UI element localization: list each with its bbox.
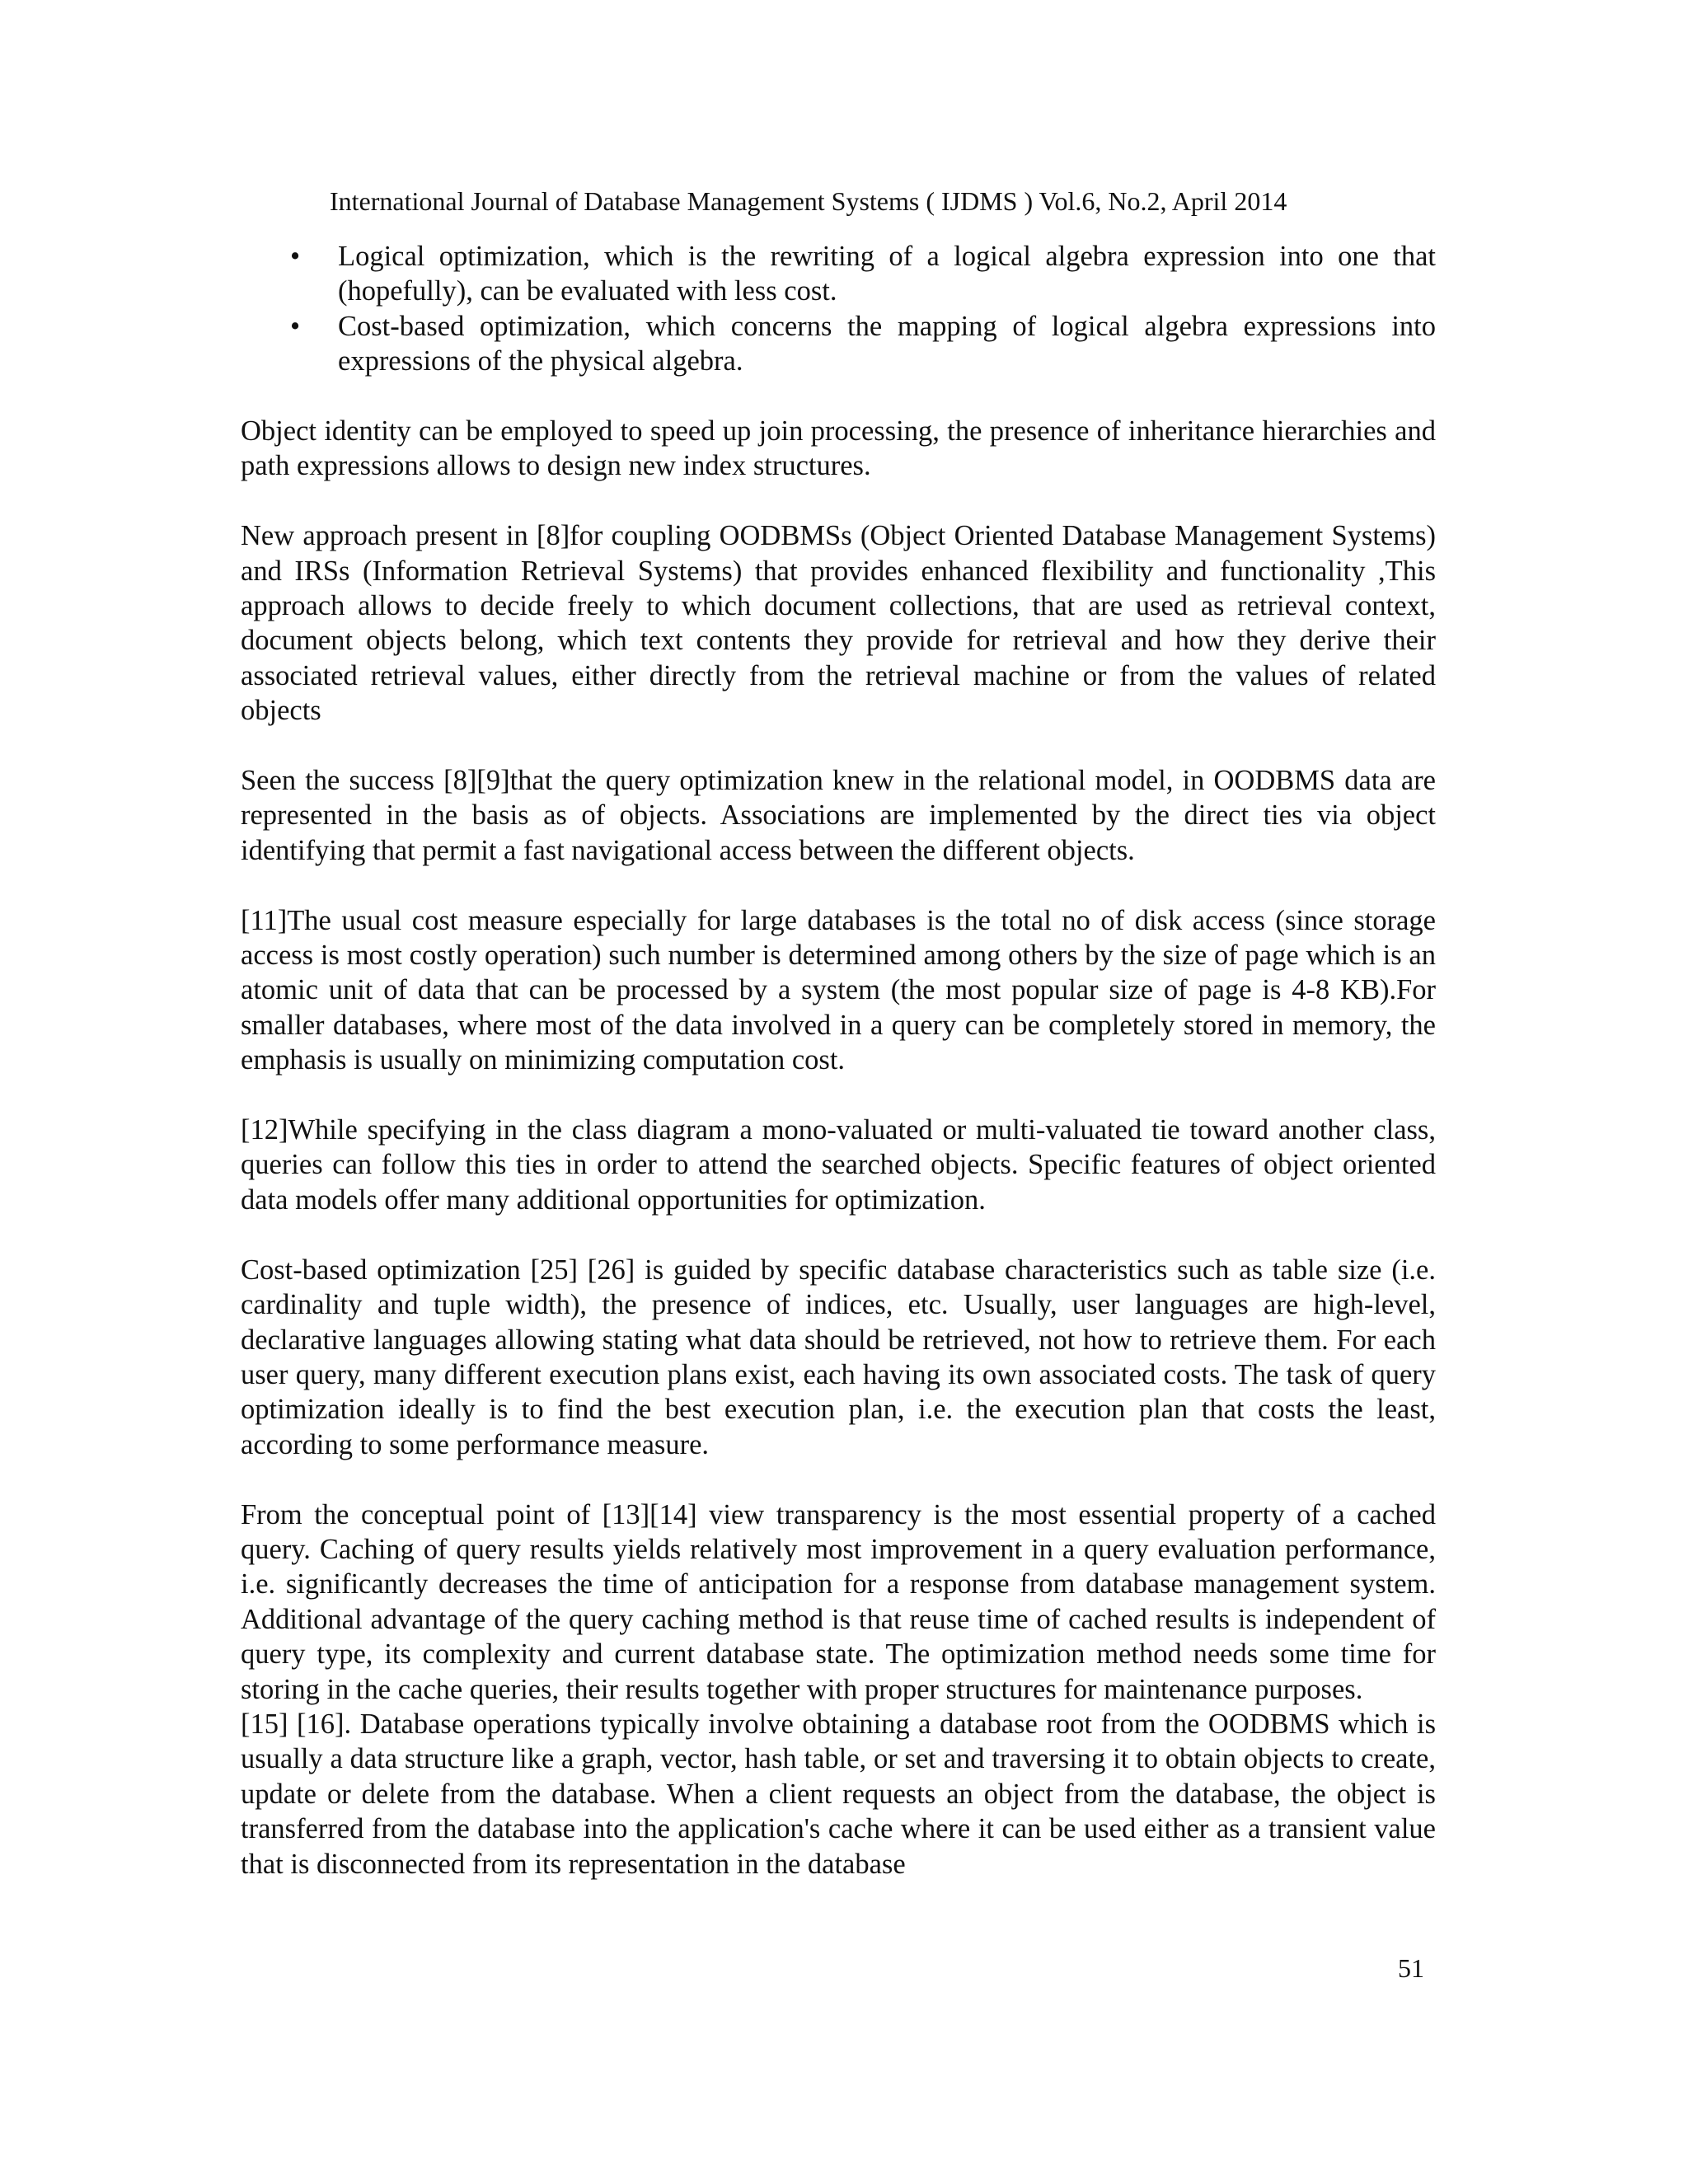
bullet-item bbox=[241, 309, 1436, 379]
paragraph-query-caching: From the conceptual point of [13][14] view transparency is the most essential property of a cached query. Caching of query results yields relatively most improvement in a query evaluation performance, i.e. significantly decreases the time of anticipation for a response from database management system. Additional advantage of the query caching method is that reuse time of cached results is independent of query type, its complexity and current database state. The optimization method needs some time for storing in the cache queries, their results together with proper structures for maintenance purposes. bbox=[241, 1498, 1436, 1705]
paragraph-object-identity: Object identity can be employed to speed up join processing, the presence of inheritance hierarchies and path expressions allows to design new index structures. bbox=[241, 415, 1436, 482]
paragraph-cost-based-optimization: Cost-based optimization [25] [26] is guided by specific database characteristics such as table size (i.e. cardinality and tuple width), the presence of indices, etc. Usually, user languages are high-level, declarative languages allowing stating what data should be retrieved, not how to retrieve them. For each user query, many different execution plans exist, each having its own associated costs. The task of query optimization ideally is to find the best execution plan, i.e. the execution plan that costs the least, according to some performance measure. bbox=[241, 1254, 1436, 1460]
paragraph-oodbms-irs-coupling: New approach present in [8]for coupling OODBMSs (Object Oriented Database Management Systems) and IRSs (Information Retrieval Systems) that provides enhanced flexibility and functionality ,This approach allows to decide freely to which document collections, that are used as retrieval context, document objects belong, which text contents they provide for retrieval and how they derive their associated retrieval values, either directly from the retrieval machine or from the values of related objects bbox=[241, 520, 1436, 727]
bullet-text: Cost-based optimization, which concerns the mapping of logical algebra expressions into expressions of the physical algebra. bbox=[338, 310, 1436, 377]
paragraph-class-diagram-ties: [12]While specifying in the class diagram a mono-valuated or multi-valuated tie toward another class, queries can follow this ties in order to attend the searched objects. Specific features of object oriented data models offer many additional opportunities for optimization. bbox=[241, 1114, 1436, 1216]
paragraph-query-optimization-success: Seen the success [8][9]that the query optimization knew in the relational model, in OODBMS data are represented in the basis as of objects. Associations are implemented by the direct ties via object identifying that permit a fast navigational access between the different objects. bbox=[241, 765, 1436, 866]
paragraph-database-operations: [15] [16]. Database operations typically involve obtaining a database root from the OODBMS which is usually a data structure like a graph, vector, hash table, or set and traversing it to obtain objects to create, update or delete from the database. When a client requests an object from the database, the object is transferred from the database into the application's cache where it can be used either as a transient value that is disconnected from its representation in the database bbox=[241, 1708, 1436, 1880]
page-number: 51 bbox=[1398, 1953, 1424, 1983]
page-body bbox=[241, 239, 1436, 1882]
bullet-item bbox=[241, 239, 1436, 309]
running-header: International Journal of Database Management Systems ( IJDMS ) Vol.6, No.2, April 2014 bbox=[330, 186, 1287, 216]
bullet-icon: • bbox=[290, 310, 301, 342]
bullet-text: Logical optimization, which is the rewriting of a logical algebra expression into one that (hopefully), can be evaluated with less cost. bbox=[338, 241, 1436, 307]
bullet-icon: • bbox=[290, 241, 301, 272]
paragraph-cost-measure: [11]The usual cost measure especially for large databases is the total no of disk access (since storage access is most costly operation) such number is determined among others by the size of page which is an atomic unit of data that can be processed by a system (the most popular size of page is 4-8 KB).For smaller databases, where most of the data involved in a query can be completely stored in memory, the emphasis is usually on minimizing computation cost. bbox=[241, 904, 1436, 1076]
bullet-list bbox=[241, 239, 1436, 379]
